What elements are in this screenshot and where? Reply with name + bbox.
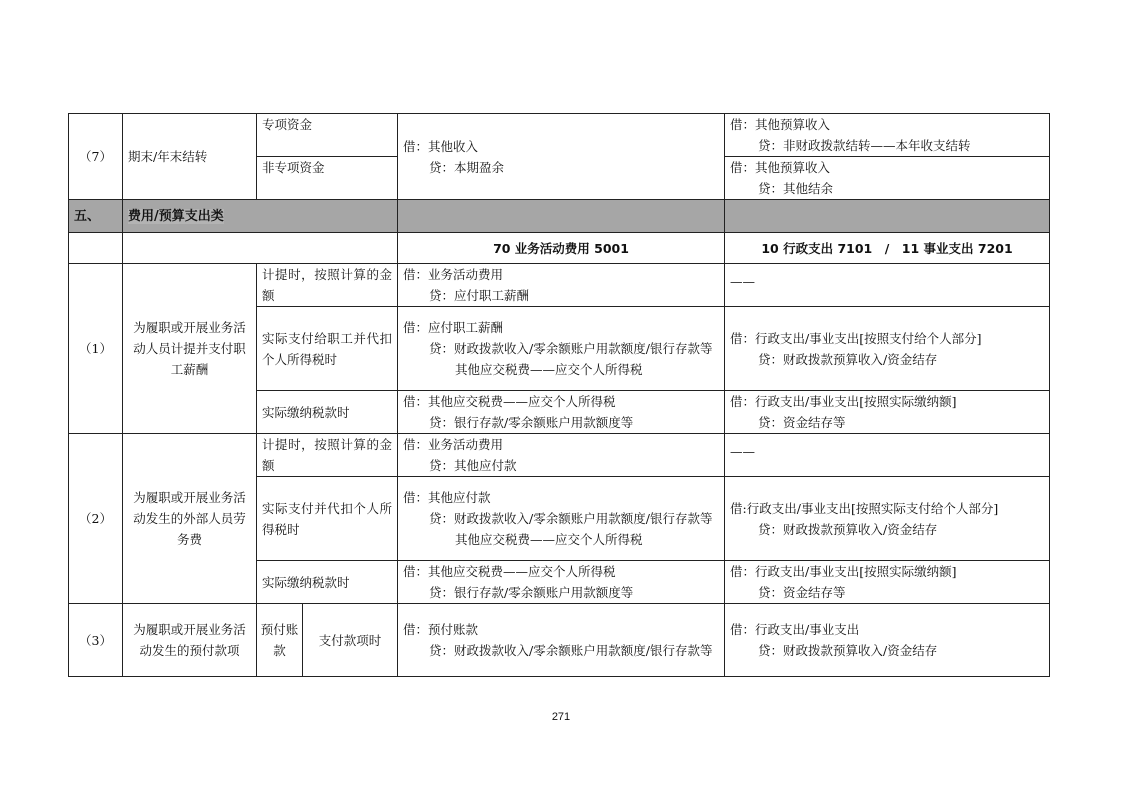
budget-account-header: 10 行政支出 7101 / 11 事业支出 7201 [725,233,1050,264]
row-1-accrual [69,264,1050,307]
financial-entry: 借：应付职工薪酬 贷：财政拨款收入/零余额账户用款额度/银行存款等 其他应交税费——应交个人所得税 [398,307,725,391]
financial-entry: 借：业务活动费用 贷：应付职工薪酬 [398,264,725,307]
row-title: 为履职或开展业务活动发生的外部人员劳务费 [123,434,257,604]
sub-item-special-funds: 专项资金 [257,114,398,157]
financial-entry: 借：其他收入 贷：本期盈余 [398,114,725,200]
row-title: 期末/年末结转 [123,114,257,200]
budget-entry: 借：行政支出/事业支出[按照支付给个人部分] 贷：财政拨款预算收入/资金结存 [725,307,1050,391]
budget-entry: 借：其他预算收入 贷：非财政拨款结转——本年收支结转 [725,114,1050,157]
budget-entry-empty: —— [725,264,1050,307]
sub-item-non-special-funds: 非专项资金 [257,157,398,200]
sub-item-payment: 实际支付并代扣个人所得税时 [257,477,398,561]
sub-item-payment: 实际支付给职工并代扣个人所得税时 [257,307,398,391]
sub-item-accrual: 计提时，按照计算的金额 [257,434,398,477]
row-3-prepayment [69,604,1050,677]
sub-item-prepaid-account: 预付账款 [257,604,303,677]
row-number: （1） [69,264,123,434]
sub-item-tax: 实际缴纳税款时 [257,391,398,434]
financial-entry: 借：其他应交税费——应交个人所得税 贷：银行存款/零余额账户用款额度等 [398,391,725,434]
sub-item-payment-time: 支付款项时 [303,604,398,677]
section-title: 费用/预算支出类 [123,200,398,233]
row-title: 为履职或开展业务活动人员计提并支付职工薪酬 [123,264,257,434]
section-header-row [69,200,1050,233]
budget-entry: 借：其他预算收入 贷：其他结余 [725,157,1050,200]
row-number: （2） [69,434,123,604]
sub-item-accrual: 计提时，按照计算的金额 [257,264,398,307]
sub-item-tax: 实际缴纳税款时 [257,561,398,604]
accounting-entries-table [68,113,1050,677]
row-2-accrual [69,434,1050,477]
financial-entry: 借：其他应付款 贷：财政拨款收入/零余额账户用款额度/银行存款等 其他应交税费——应交个人所得税 [398,477,725,561]
budget-entry-empty: —— [725,434,1050,477]
financial-entry: 借：其他应交税费——应交个人所得税 贷：银行存款/零余额账户用款额度等 [398,561,725,604]
section-number: 五、 [69,200,123,233]
row-title: 为履职或开展业务活动发生的预付款项 [123,604,257,677]
budget-entry: 借:行政支出/事业支出[按照实际支付给个人部分] 贷：财政拨款预算收入/资金结存 [725,477,1050,561]
financial-entry: 借：预付账款 贷：财政拨款收入/零余额账户用款额度/银行存款等 [398,604,725,677]
row-number: （7） [69,114,123,200]
row-7-special-funds [69,114,1050,157]
budget-entry: 借：行政支出/事业支出 贷：财政拨款预算收入/资金结存 [725,604,1050,677]
budget-entry: 借：行政支出/事业支出[按照实际缴纳额] 贷：资金结存等 [725,391,1050,434]
financial-account-header: 70 业务活动费用 5001 [398,233,725,264]
financial-entry: 借：业务活动费用 贷：其他应付款 [398,434,725,477]
page-number: 271 [551,711,571,723]
row-number: （3） [69,604,123,677]
account-header-row [69,233,1050,264]
budget-entry: 借：行政支出/事业支出[按照实际缴纳额] 贷：资金结存等 [725,561,1050,604]
